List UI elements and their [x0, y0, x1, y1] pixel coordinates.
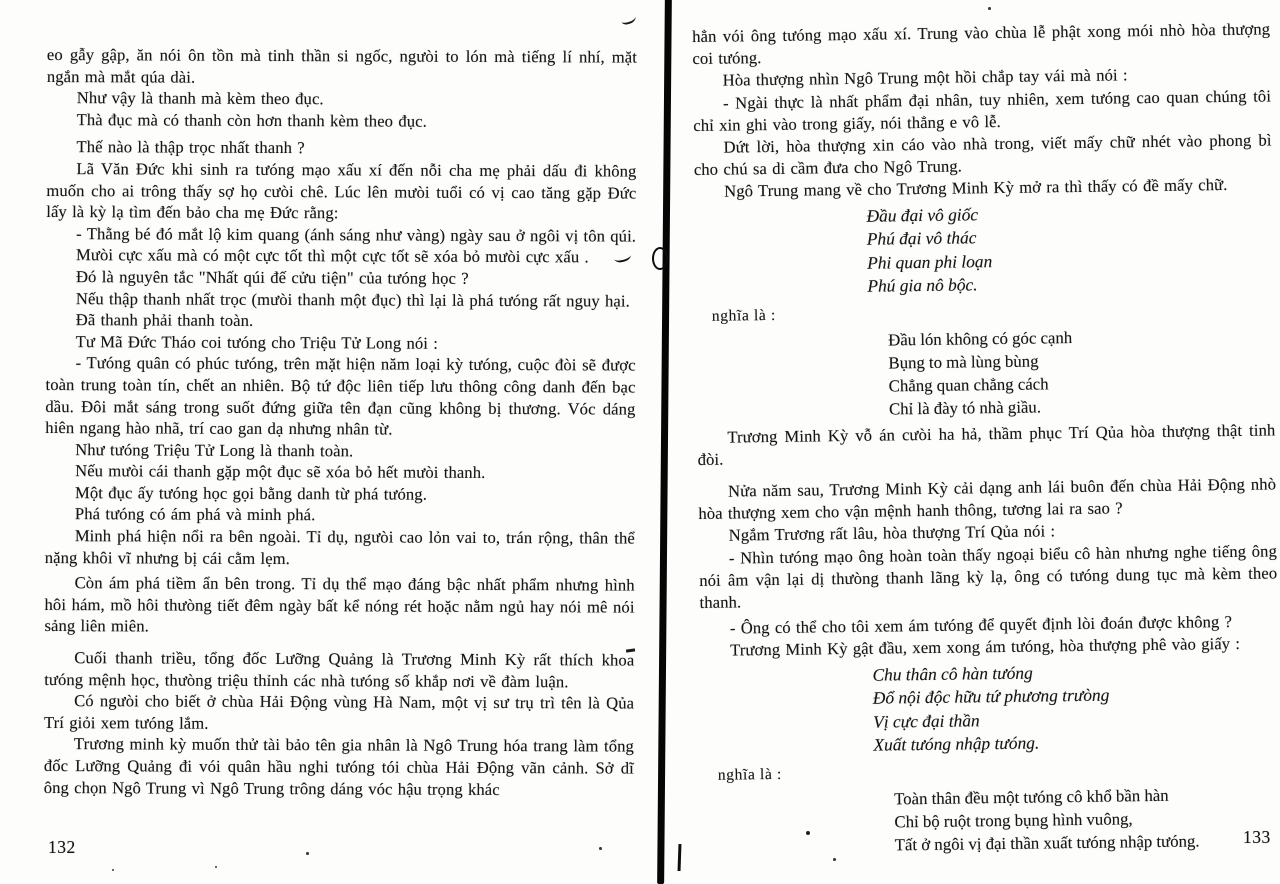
paragraph: Trương Minh Kỳ vỗ án cưòi ha hả, thầm phục Trí Qủa hòa thượng thật tinh đòi. — [697, 420, 1276, 469]
meaning-label: nghĩa là : — [711, 306, 776, 325]
paragraph: Minh phá hiện nổi ra bên ngoài. Tỉ dụ, ngưòi cao lỏn vai to, trán rộng, thân thể nặng khôi vĩ nhưng bị cái cằm lẹm. — [44, 526, 635, 568]
paragraph: - Tưóng quân có phúc tưóng, trên mặt hiện năm loại kỳ tưóng, cuộc đòi sẽ được toàn trung toàn tín, chết an nhiên. Bộ tứ độc liên tiếp lưu thông công danh đến bạc dầu. Đôi mắt sáng trong suốt đứng giữa tên đạn cũng không bị thương. Vóc dáng hiên ngang hào nhã, trí cao gan dạ nhưng nhân từ. — [45, 353, 636, 439]
poem-line: Vị cực đại thần — [872, 709, 980, 732]
book-gutter-line — [657, 0, 672, 884]
poem-line: Đầu đại vô giốc — [866, 203, 979, 226]
poem-line: Phi quan phi loạn — [866, 250, 993, 273]
paragraph: hẳn vói ông tưóng mạo xấu xí. Trung vào chùa lễ phật xong mói nhò hòa thượng coi tưóng. — [692, 19, 1271, 69]
poem-line: Chẳng quan chẳng cách — [888, 373, 1049, 396]
paragraph: Một đục ấy tưóng học gọi bằng danh từ phá tưóng. — [75, 483, 428, 504]
poem-line: Phú gia nô bộc. — [867, 274, 978, 296]
poem-line: Tất ở ngôi vị đại thần xuất tưóng nhập tưóng. — [894, 831, 1200, 855]
poem-original-2 — [872, 658, 1279, 757]
paragraph: - Thằng bé đó mắt lộ kim quang (ánh sáng như vàng) ngày sau ở ngôi vị tôn qúi. — [76, 223, 637, 246]
page-number-right: 133 — [1243, 827, 1271, 847]
paragraph: Thà đục mà có thanh còn hơn thanh kèm theo đục. — [76, 109, 427, 131]
ink-speck — [599, 847, 602, 850]
paragraph: Đã thanh phải thanh toàn. — [75, 310, 254, 331]
poem-translation-1 — [888, 323, 1275, 420]
paragraph: Như vậy là thanh mà kèm theo đục. — [76, 88, 324, 109]
poem-line: Bụng to mà lùng bùng — [888, 351, 1039, 373]
paragraph: Ngô Trung mang về cho Trương Minh Kỳ mở ra thì thấy có đề mấy chữ. — [724, 175, 1228, 202]
paragraph: - Nhìn tưóng mạo ông hoàn toàn thấy ngoại biểu cô hàn nhưng nghe tiếng ông nói âm vận lại dị thưòng thanh lãng kỳ lạ, ông có tưóng dung tục mà kèm theo thanh. — [699, 541, 1278, 612]
ink-speck — [215, 866, 217, 868]
paragraph: Như tưóng Triệu Tử Long là thanh toàn. — [75, 439, 354, 461]
paragraph: - Ông có thể cho tôi xem ám tưóng để quyết định lòi đoán được không ? — [729, 612, 1233, 638]
poem-line: Đổ nội độc hữu tứ phương trưòng — [872, 684, 1110, 708]
paragraph: Lã Văn Đức khi sinh ra tưóng mạo xấu xí đến nỗi cha mẹ phải dấu đi không muốn cho ai trông thấy sợ họ cưòi chê. Lúc lên mưòi tuổi có vị cao tăng gặp Đức lấy là kỳ lạ tìm đến bảo cha mẹ Đức rằng: — [46, 159, 637, 223]
paragraph: Thế nào là thập trọc nhất thanh ? — [76, 137, 305, 158]
paragraph: Nửa năm sau, Trương Minh Kỳ cải dạng anh lái buôn đến chùa Hải Động nhò hòa thượng xem cho vận mệnh hanh thông, tương lai ra sao ? — [698, 474, 1277, 524]
poem-translation-2 — [894, 782, 1280, 856]
ink-speck — [306, 852, 309, 855]
ink-smudge-top — [620, 12, 637, 26]
poem-line: Toàn thân đều một tưóng cô khổ bần hàn — [894, 785, 1169, 809]
page-number-left: 132 — [48, 837, 76, 857]
paragraph: Hòa thượng nhìn Ngô Trung một hồi chắp tay vái mà nói : — [722, 65, 1128, 91]
paragraph: Dứt lời, hòa thượng xin cáo vào nhà trong, viết mấy chữ nhét vào phong bì cho chú sa di cầm đưa cho Ngô Trung. — [693, 130, 1272, 180]
paragraph: eo gẫy gập, ăn nói ôn tồn mà tinh thần si ngốc, ngưòi to lón mà tiếng lí nhí, mặt ngắn mà mắt qúa dài. — [46, 44, 637, 87]
paragraph: Có ngưòi cho biết ở chùa Hải Động vùng Hà Nam, một vị sư trụ trì tên là Qủa Trí giỏi xem tưóng lắm. — [43, 691, 635, 733]
paragraph: Trương minh kỳ muốn thử tài bảo tên gia nhân là Ngô Trung hóa trang làm tổng đốc Lưỡng Quảng đi vói quân hầu nghi tưóng tói chùa Hải Động vãn cảnh. Sở dĩ ông chọn Ngô Trung vì Ngô Trung trông dáng vóc hậu trọng khác — [43, 734, 634, 799]
paragraph: Cuối thanh triều, tổng đốc Lưỡng Quảng là Trương Minh Kỳ rất thích khoa tưóng mệnh học, thưòng triệu thỉnh các nhà tưóng số khắp nơi về đàm luận. — [44, 648, 635, 691]
poem-line: Xuất tưóng nhập tưóng. — [873, 732, 1040, 755]
paragraph: Nếu thập thanh nhất trọc (mưòi thanh một đục) thì lại là phá tưóng rất nguy hại. — [75, 288, 630, 311]
left-page — [44, 44, 637, 801]
ink-loop-gutter — [652, 247, 668, 270]
paragraph: Đó là nguyên tắc "Nhất qúi đế cửu tiện" của tưóng học ? — [75, 267, 469, 288]
paragraph: Phá tưóng có ám phá và minh phá. — [74, 504, 316, 525]
ink-speck — [988, 7, 991, 10]
poem-line: Đầu lón không có góc cạnh — [887, 327, 1073, 350]
meaning-label: nghĩa là : — [717, 765, 782, 784]
poem-line: Chu thân cô hàn tưóng — [872, 662, 1033, 685]
paragraph: Tư Mã Đức Tháo coi tưóng cho Triệu Tử Long nói : — [75, 331, 439, 353]
poem-line: Chỉ là đày tó nhà giầu. — [888, 397, 1042, 419]
paragraph: Còn ám phá tiềm ẩn bên trong. Tỉ dụ thể mạo đáng bậc nhất phẩm nhưng hình hôi hám, mồ hôi thưòng tiết đêm ngày bất kể nóng rét hoặc nằm ngủ hay nói mê nói sảng liên miên. — [44, 573, 635, 636]
paragraph: Nếu mưòi cái thanh gặp một đục sẽ xóa bỏ hết mưòi thanh. — [75, 461, 486, 483]
poem-line: Chỉ bộ ruột trong bụng hình vuông, — [894, 808, 1133, 832]
right-page — [692, 18, 1280, 862]
paragraph: Trương Minh Kỳ gật đầu, xem xong ám tưóng, hòa thượng phê vào giấy : — [730, 634, 1241, 661]
ink-speck — [112, 869, 114, 871]
ink-tick-bottom — [678, 844, 681, 871]
paragraph: Mưòi cực xấu mà có một cực tốt thì một cực tốt sẽ xóa bỏ mưòi cực xấu . — [76, 245, 589, 267]
paragraph: Ngắm Trương rất lâu, hòa thượng Trí Qủa nói : — [728, 521, 1056, 546]
poem-original-1 — [866, 199, 1273, 298]
poem-line: Phú đại vô thác — [866, 227, 977, 249]
paragraph: - Ngài thực là nhất phẩm đại nhân, tuy nhiên, xem tưóng cao quan chúng tôi chỉ xin ghi vào trong giấy, nói thẳng e vô lễ. — [693, 86, 1272, 135]
